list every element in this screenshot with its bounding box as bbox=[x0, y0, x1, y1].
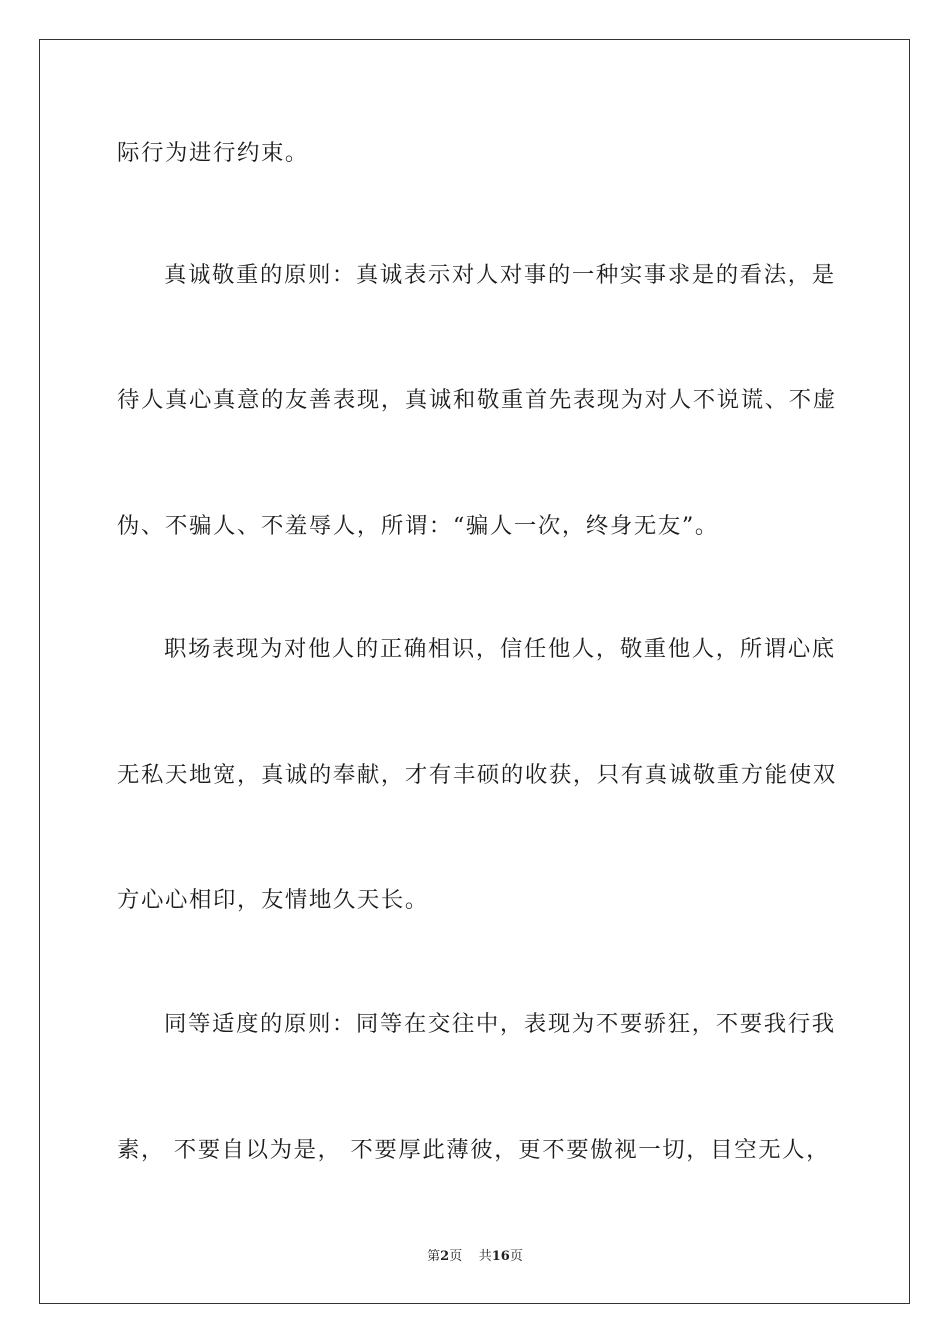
text-line-1: 际行为进行约束。 bbox=[117, 140, 309, 166]
page-total: 16 bbox=[491, 1249, 510, 1264]
page-current: 2 bbox=[440, 1249, 450, 1264]
text-line-4: 伪、不骗人、不羞辱人，所谓：“骗人一次，终身无友”。 bbox=[117, 513, 719, 539]
page-prefix: 第 bbox=[427, 1249, 441, 1264]
text-line-2: 真诚敬重的原则：真诚表示对人对事的一种实事求是的看法，是 bbox=[164, 262, 836, 288]
page-border bbox=[39, 39, 910, 1304]
text-line-7: 方心心相印，友情地久天长。 bbox=[117, 887, 429, 913]
page-number-footer bbox=[0, 1248, 950, 1266]
text-line-9: 素， 不要自以为是， 不要厚此薄彼，更不要傲视一切，目空无人， bbox=[117, 1137, 831, 1163]
text-line-8: 同等适度的原则：同等在交往中，表现为不要骄狂，不要我行我 bbox=[164, 1011, 836, 1037]
text-line-3: 待人真心真意的友善表现，真诚和敬重首先表现为对人不说谎、不虚 bbox=[117, 387, 837, 413]
page-suffix: 页 bbox=[509, 1249, 523, 1264]
text-line-5: 职场表现为对他人的正确相识，信任他人，敬重他人，所谓心底 bbox=[164, 636, 836, 662]
page-mid: 页 共 bbox=[449, 1249, 492, 1264]
text-line-6: 无私天地宽，真诚的奉献，才有丰硕的收获，只有真诚敬重方能使双 bbox=[117, 762, 837, 788]
